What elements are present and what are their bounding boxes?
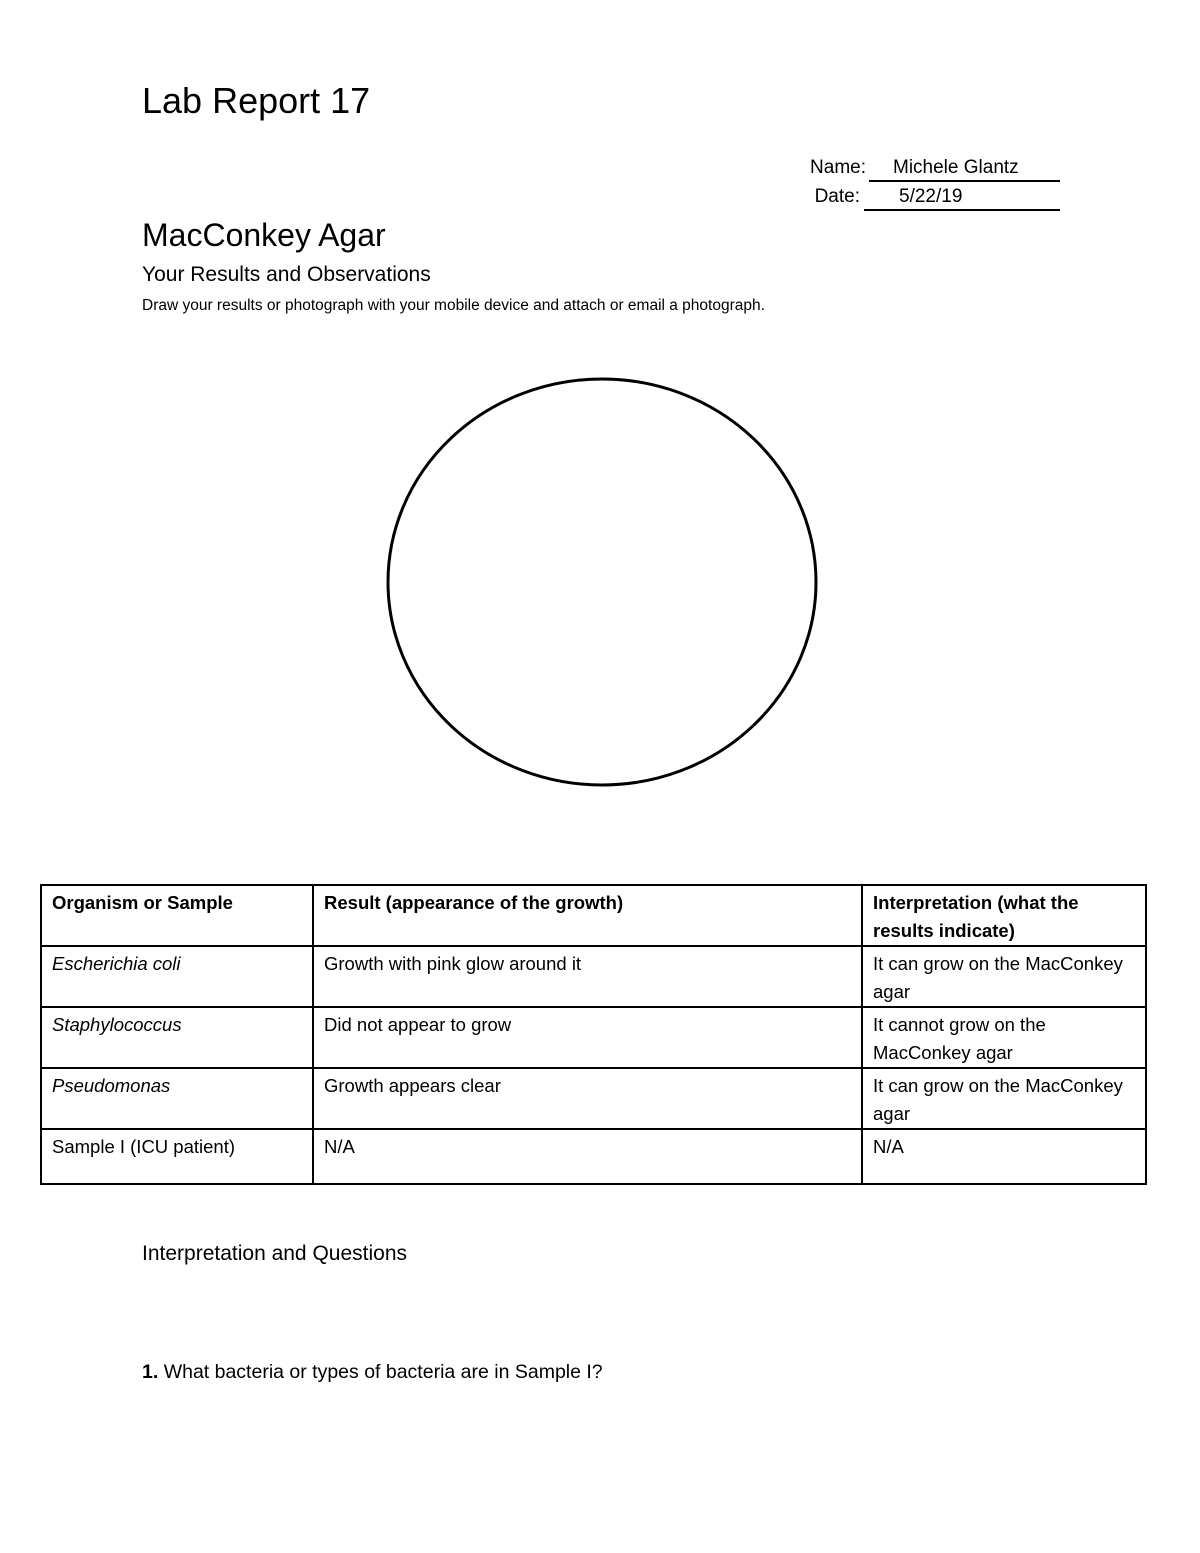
result-cell: Growth with pink glow around it [313,946,862,1007]
instructions: Draw your results or photograph with your mobile device and attach or email a photograph. [142,297,765,314]
table-row [41,1068,1146,1129]
interpretation-cell: It can grow on the MacConkey agar [862,946,1146,1007]
table-row [41,946,1146,1007]
result-cell: Did not appear to grow [313,1007,862,1068]
organism-cell: Pseudomonas [41,1068,313,1129]
section-title: MacConkey Agar [142,217,386,253]
petri-dish-drawing-area [386,377,818,787]
date-value: 5/22/19 [899,186,963,207]
table-row [41,1129,1146,1184]
organism-cell: Escherichia coli [41,946,313,1007]
table-header-cell: Interpretation (what the results indicate) [862,885,1146,946]
date-label: Date: [814,186,860,207]
report-title: Lab Report 17 [142,80,371,121]
question-text: What bacteria or types of bacteria are in Sample I? [163,1361,603,1383]
petri-dish-circle [388,379,816,785]
organism-cell: Staphylococcus [41,1007,313,1068]
result-cell: Growth appears clear [313,1068,862,1129]
interpretation-cell: N/A [862,1129,1146,1184]
table-header-row [41,885,1146,946]
interpretation-cell: It can grow on the MacConkey agar [862,1068,1146,1129]
interpretation-cell: It cannot grow on the MacConkey agar [862,1007,1146,1068]
organism-cell: Sample I (ICU patient) [41,1129,313,1184]
questions-heading: Interpretation and Questions [142,1242,408,1265]
result-cell: N/A [313,1129,862,1184]
question-number: 1. [142,1361,159,1383]
date-field [864,185,1060,211]
name-value: Michele Glantz [893,157,1019,178]
question-item [142,1360,603,1384]
results-subtitle: Your Results and Observations [142,263,431,286]
name-field [869,156,1060,182]
table-row [41,1007,1146,1068]
table-header-cell: Result (appearance of the growth) [313,885,862,946]
table-header-cell: Organism or Sample [41,885,313,946]
results-table [40,884,1147,1185]
name-label: Name: [810,157,866,178]
